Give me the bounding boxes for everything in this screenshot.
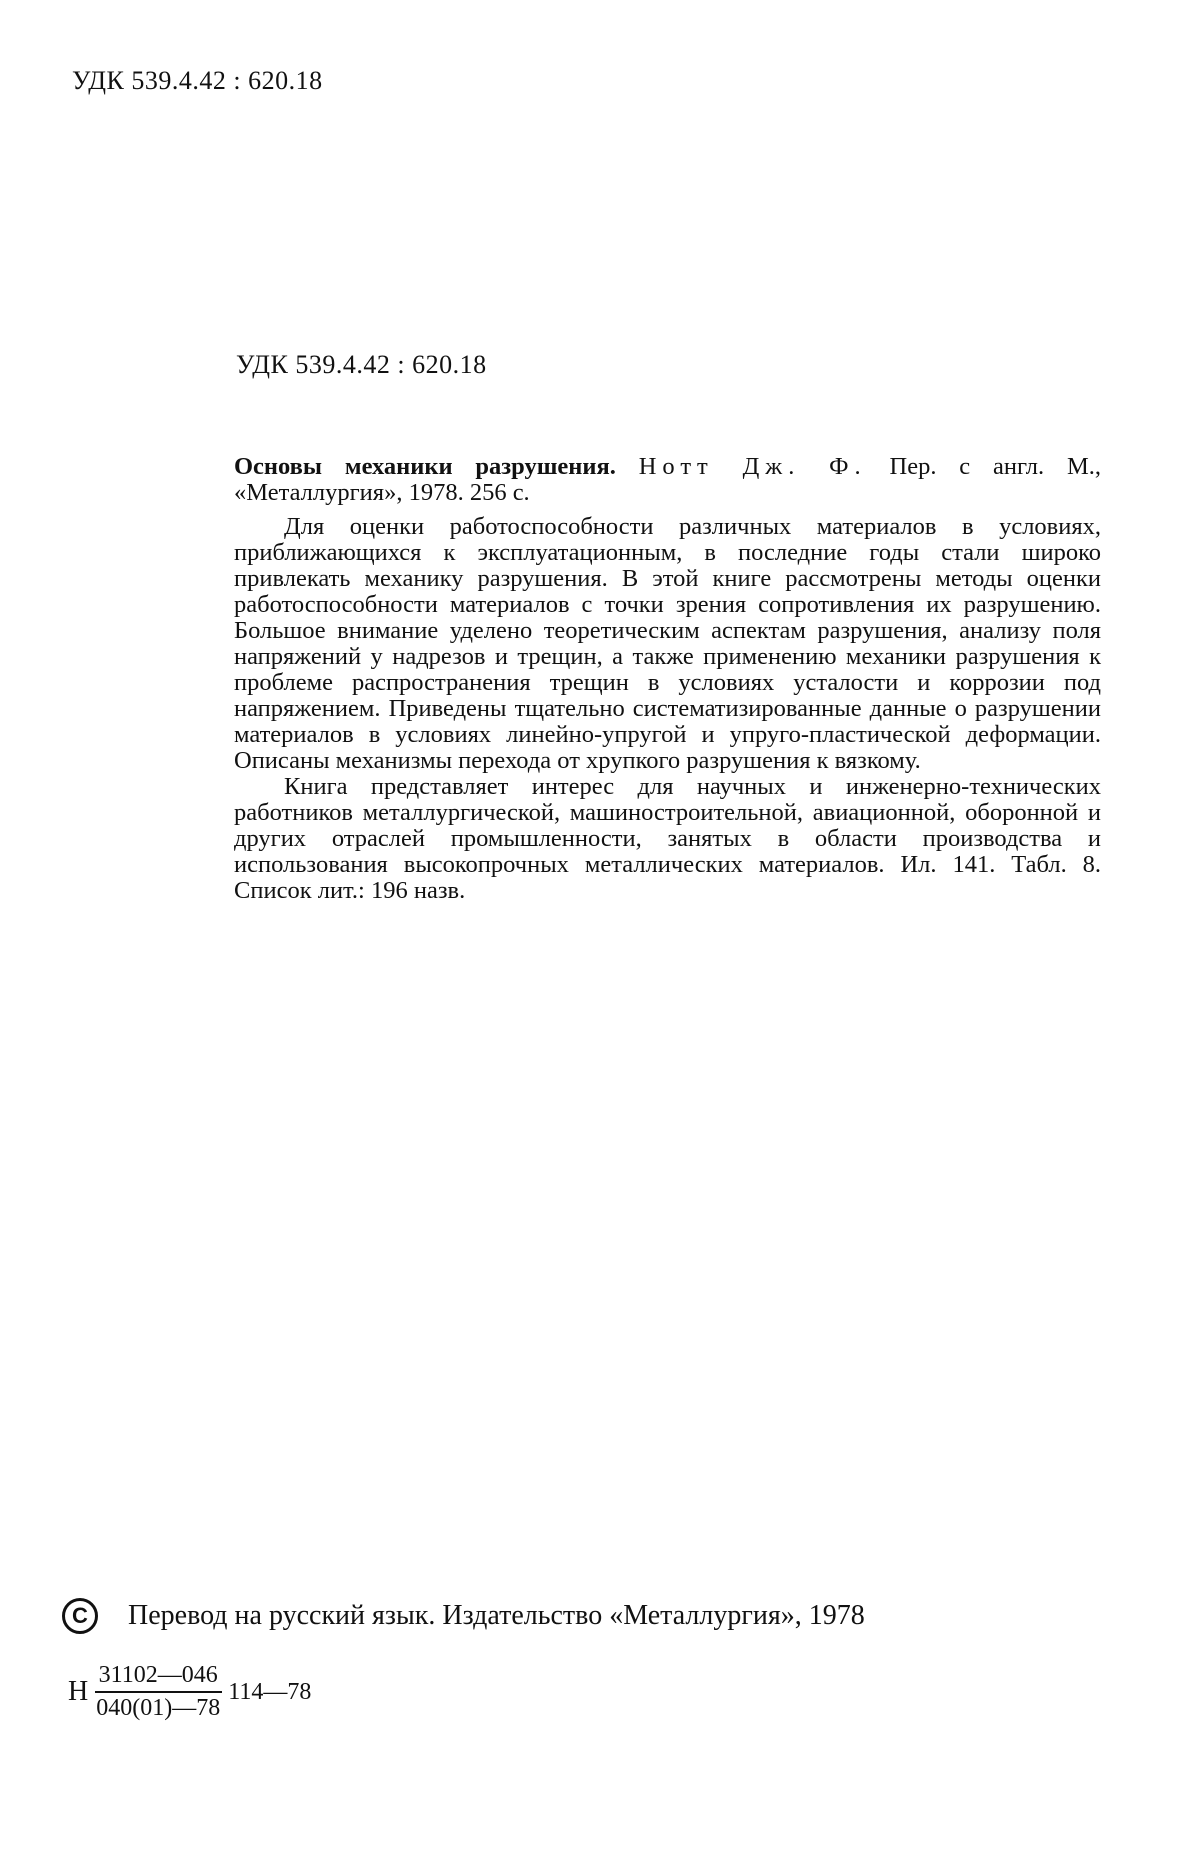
udk-header: УДК 539.4.42 : 620.18 <box>72 66 323 95</box>
abstract-paragraph-2: Книга представляет интерес для научных и инженерно-технических работников металлургической, машиностроительной, авиационной, оборонной и других отраслей промышленности, занятых в области производства и использования высокопрочных металлических материалов. Ил. 141. Табл. 8. Список лит.: 196 назв. <box>234 773 1101 904</box>
copyright-line <box>62 1598 865 1634</box>
copyright-text: Перевод на русский язык. Издательство «Металлургия», 1978 <box>128 1600 865 1631</box>
abstract-paragraph-1: Для оценки работоспособности различных материалов в условиях, приближающихся к эксплуатационным, в последние годы стали широко привлекать механику разрушения. В этой книге рассмотрены методы оценки работоспособности материалов с точки зрения сопротивления их разрушению. Большое внимание уделено теоретическим аспектам разрушения, анализу поля напряжений у надрезов и трещин, а также применению механики разрушения к проблеме распространения трещин в условиях усталости и коррозии под напряжением. Приведены тщательно систематизированные данные о разрушении материалов в условиях линейно-упругой и упруго-пластической деформации. Описаны механизмы перехода от хрупкого разрушения к вязкому. <box>234 513 1101 774</box>
index-suffix: 114—78 <box>228 1678 312 1705</box>
card-udk: УДК 539.4.42 : 620.18 <box>236 350 487 379</box>
abstract-card <box>234 454 1101 904</box>
index-numerator: 31102—046 <box>95 1662 222 1693</box>
book-title: Основы механики разрушения. <box>234 453 616 480</box>
book-imprint: Пер. с англ. М., «Металлургия», 1978. 256 с. <box>234 453 1102 506</box>
copyright-icon: C <box>62 1598 98 1634</box>
publication-index-code <box>68 1652 311 1732</box>
index-letter: Н <box>68 1676 89 1707</box>
bibliographic-entry <box>234 454 1101 506</box>
index-denominator: 040(01)—78 <box>96 1695 221 1721</box>
book-author: Нотт Дж. Ф. <box>638 453 867 480</box>
index-fraction <box>92 1662 224 1722</box>
